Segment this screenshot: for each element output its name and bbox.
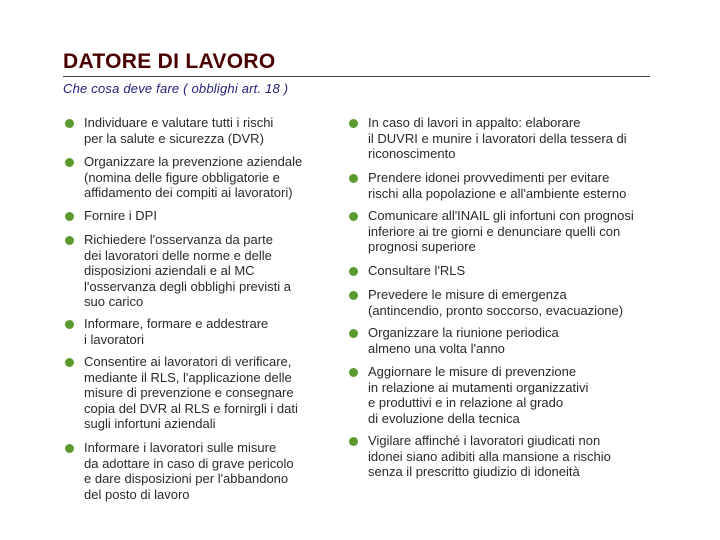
title-divider — [63, 76, 650, 77]
bullet-icon — [349, 119, 358, 128]
list-item: Organizzare la prevenzione aziendale (nomina delle figure obbligatorie e affidamento dei compiti ai lavoratori) — [84, 154, 302, 201]
list-item: Comunicare all'INAIL gli infortuni con prognosi inferiore ai tre giorni e denunciare quelli con prognosi superiore — [368, 208, 634, 255]
bullet-icon — [65, 236, 74, 245]
bullet-icon — [349, 291, 358, 300]
list-item: Richiedere l'osservanza da parte dei lavoratori delle norme e delle disposizioni aziendali e al MC l'osservanza degli obblighi previsti a suo carico — [84, 232, 291, 310]
list-item: Informare i lavoratori sulle misure da adottare in caso di grave pericolo e dare disposizioni per l'abbandono del posto di lavoro — [84, 440, 294, 502]
list-item: Informare, formare e addestrare i lavoratori — [84, 316, 268, 347]
bullet-icon — [65, 158, 74, 167]
list-item: Prevedere le misure di emergenza (antincendio, pronto soccorso, evacuazione) — [368, 287, 623, 318]
bullet-icon — [349, 212, 358, 221]
list-item: In caso di lavori in appalto: elaborare il DUVRI e munire i lavoratori della tessera di riconoscimento — [368, 115, 627, 162]
bullet-icon — [349, 329, 358, 338]
list-item: Vigilare affinché i lavoratori giudicati non idonei siano adibiti alla mansione a rischio senza il prescritto giudizio di idoneità — [368, 433, 611, 480]
list-item: Fornire i DPI — [84, 208, 157, 224]
bullet-icon — [349, 368, 358, 377]
list-item: Organizzare la riunione periodica almeno una volta l'anno — [368, 325, 559, 356]
bullet-icon — [349, 267, 358, 276]
bullet-icon — [349, 437, 358, 446]
list-item: Individuare e valutare tutti i rischi per la salute e sicurezza (DVR) — [84, 115, 273, 146]
bullet-icon — [65, 320, 74, 329]
bullet-icon — [65, 358, 74, 367]
list-item: Aggiornare le misure di prevenzione in relazione ai mutamenti organizzativi e produttivi e in relazione al grado di evoluzione della tecnica — [368, 364, 588, 426]
bullet-icon — [65, 212, 74, 221]
page-title: DATORE DI LAVORO — [63, 50, 276, 73]
bullet-icon — [65, 444, 74, 453]
page-subtitle: Che cosa deve fare ( obblighi art. 18 ) — [63, 81, 289, 96]
list-item: Consultare l'RLS — [368, 263, 465, 279]
bullet-icon — [65, 119, 74, 128]
bullet-icon — [349, 174, 358, 183]
list-item: Prendere idonei provvedimenti per evitare rischi alla popolazione e all'ambiente esterno — [368, 170, 626, 201]
list-item: Consentire ai lavoratori di verificare, mediante il RLS, l'applicazione delle misure di prevenzione e consegnare copia del DVR al RLS e fornirgli i dati sugli infortuni aziendali — [84, 354, 298, 432]
